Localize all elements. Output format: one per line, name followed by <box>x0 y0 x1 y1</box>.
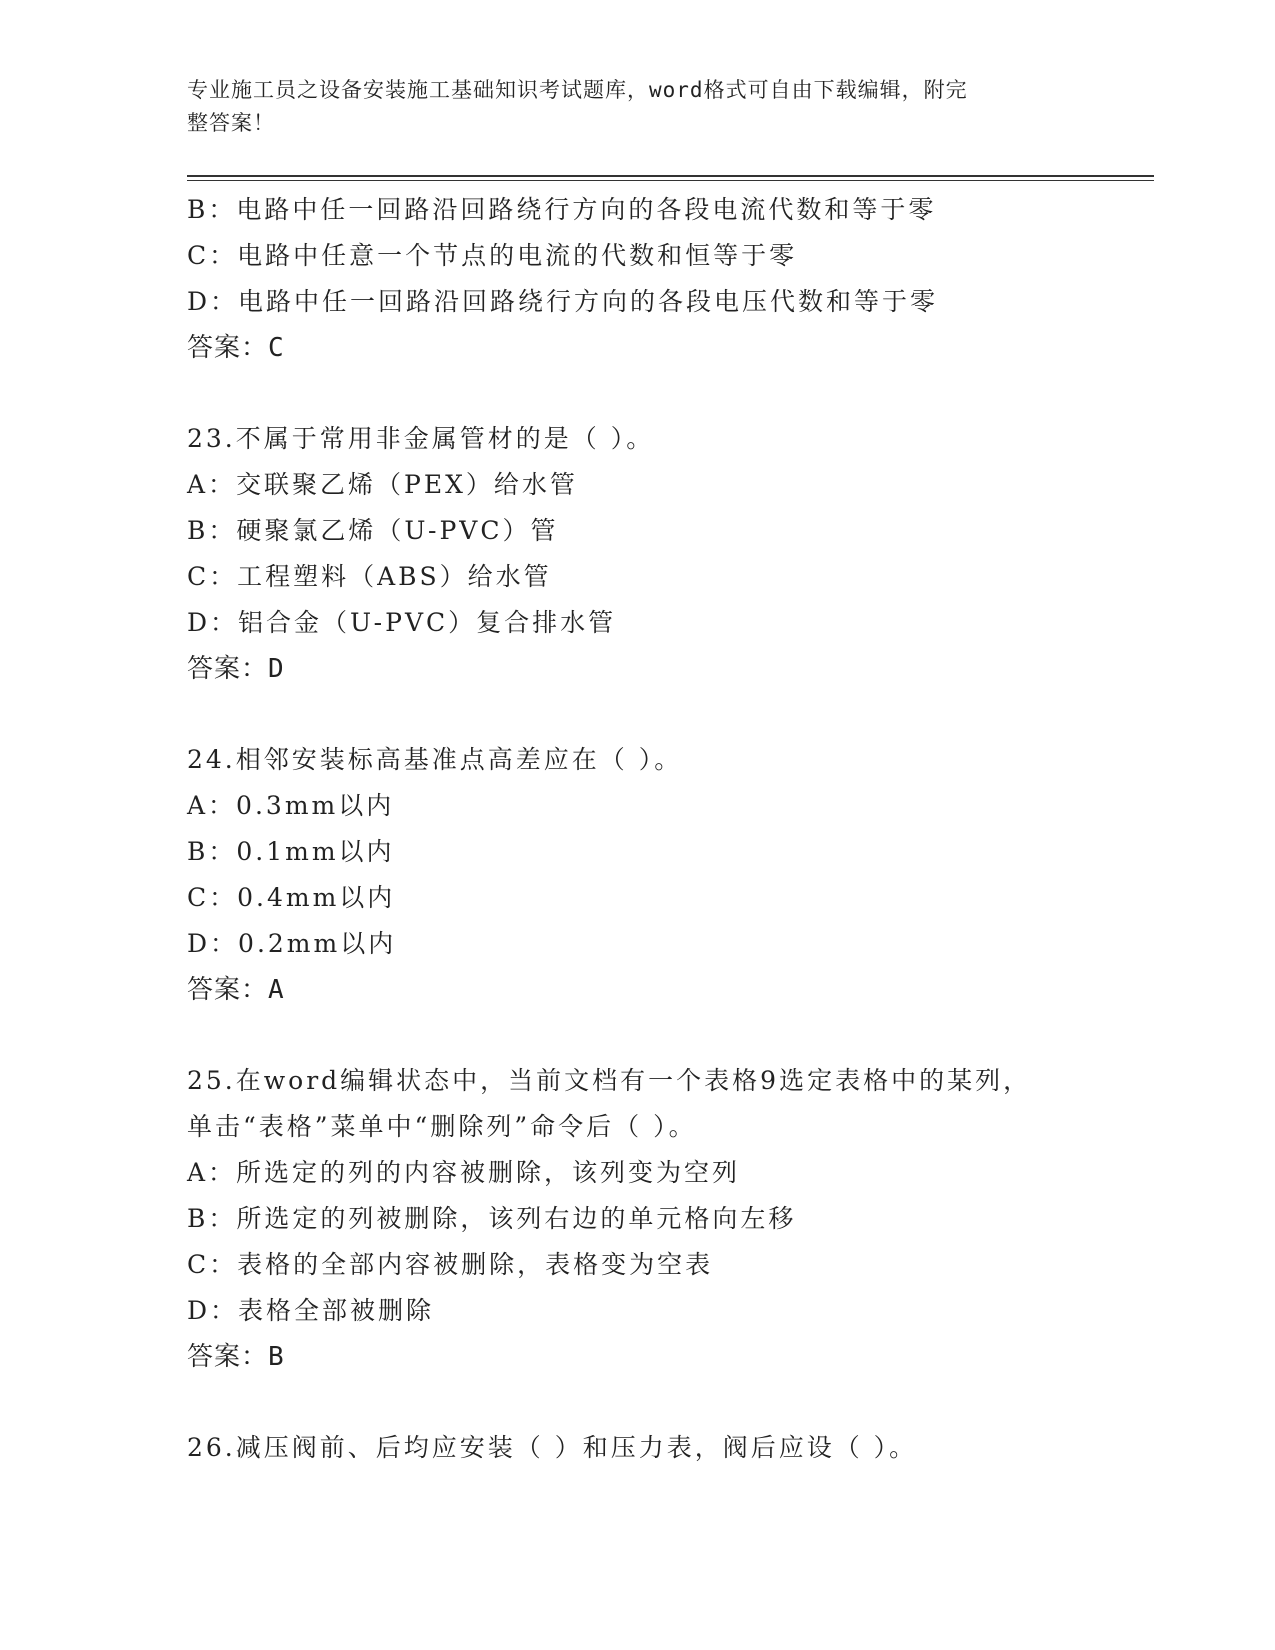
question-23-option-d: D：铝合金（U-PVC）复合排水管 <box>187 608 617 637</box>
question-25-option-b: B：所选定的列被删除，该列右边的单元格向左移 <box>187 1204 797 1233</box>
question-25-option-d: D：表格全部被删除 <box>187 1296 435 1325</box>
header-title-line-1: 专业施工员之设备安装施工基础知识考试题库，word格式可自由下载编辑，附完 <box>187 78 968 102</box>
question-22-answer: 答案：C <box>187 333 285 363</box>
question-24-answer: 答案：A <box>187 975 285 1005</box>
question-25-stem-line-2: 单击“表格”菜单中“删除列”命令后（ ）。 <box>187 1112 697 1141</box>
question-22-option-b: B：电路中任一回路沿回路绕行方向的各段电流代数和等于零 <box>187 195 937 224</box>
question-23-stem: 23.不属于常用非金属管材的是（ ）。 <box>187 424 655 453</box>
question-22-block <box>187 187 1147 371</box>
question-25-answer: 答案：B <box>187 1342 285 1372</box>
question-gap <box>187 1380 1147 1425</box>
question-24-option-b: B：0.1mm以内 <box>187 837 395 866</box>
question-gap <box>187 692 1147 737</box>
question-23-option-a: A：交联聚乙烯（PEX）给水管 <box>187 470 578 499</box>
question-26-block <box>187 1425 1147 1471</box>
question-25-stem-line-1: 25.在word编辑状态中，当前文档有一个表格9选定表格中的某列， <box>187 1066 1032 1095</box>
question-gap <box>187 1013 1147 1058</box>
header-title-line-2: 整答案！ <box>187 111 275 135</box>
document-header <box>187 74 1067 140</box>
question-23-answer: 答案：D <box>187 654 285 684</box>
question-24-block <box>187 737 1147 1013</box>
question-22-option-c: C：电路中任意一个节点的电流的代数和恒等于零 <box>187 241 798 270</box>
question-25-block <box>187 1058 1147 1380</box>
question-list <box>187 187 1147 1471</box>
question-24-option-d: D：0.2mm以内 <box>187 929 397 958</box>
question-23-block <box>187 416 1147 692</box>
question-24-option-c: C：0.4mm以内 <box>187 883 396 912</box>
header-divider-thin <box>187 180 1154 181</box>
header-divider-thick <box>187 175 1154 177</box>
question-25-option-a: A：所选定的列的内容被删除，该列变为空列 <box>187 1158 741 1187</box>
question-gap <box>187 371 1147 416</box>
question-25-option-c: C：表格的全部内容被删除，表格变为空表 <box>187 1250 714 1279</box>
question-26-stem: 26.减压阀前、后均应安装（ ）和压力表，阀后应设（ ）。 <box>187 1433 918 1462</box>
question-23-option-b: B：硬聚氯乙烯（U-PVC）管 <box>187 516 559 545</box>
question-24-option-a: A：0.3mm以内 <box>187 791 395 820</box>
question-24-stem: 24.相邻安装标高基准点高差应在（ ）。 <box>187 745 683 774</box>
question-23-option-c: C：工程塑料（ABS）给水管 <box>187 562 552 591</box>
question-22-option-d: D：电路中任一回路沿回路绕行方向的各段电压代数和等于零 <box>187 287 939 316</box>
